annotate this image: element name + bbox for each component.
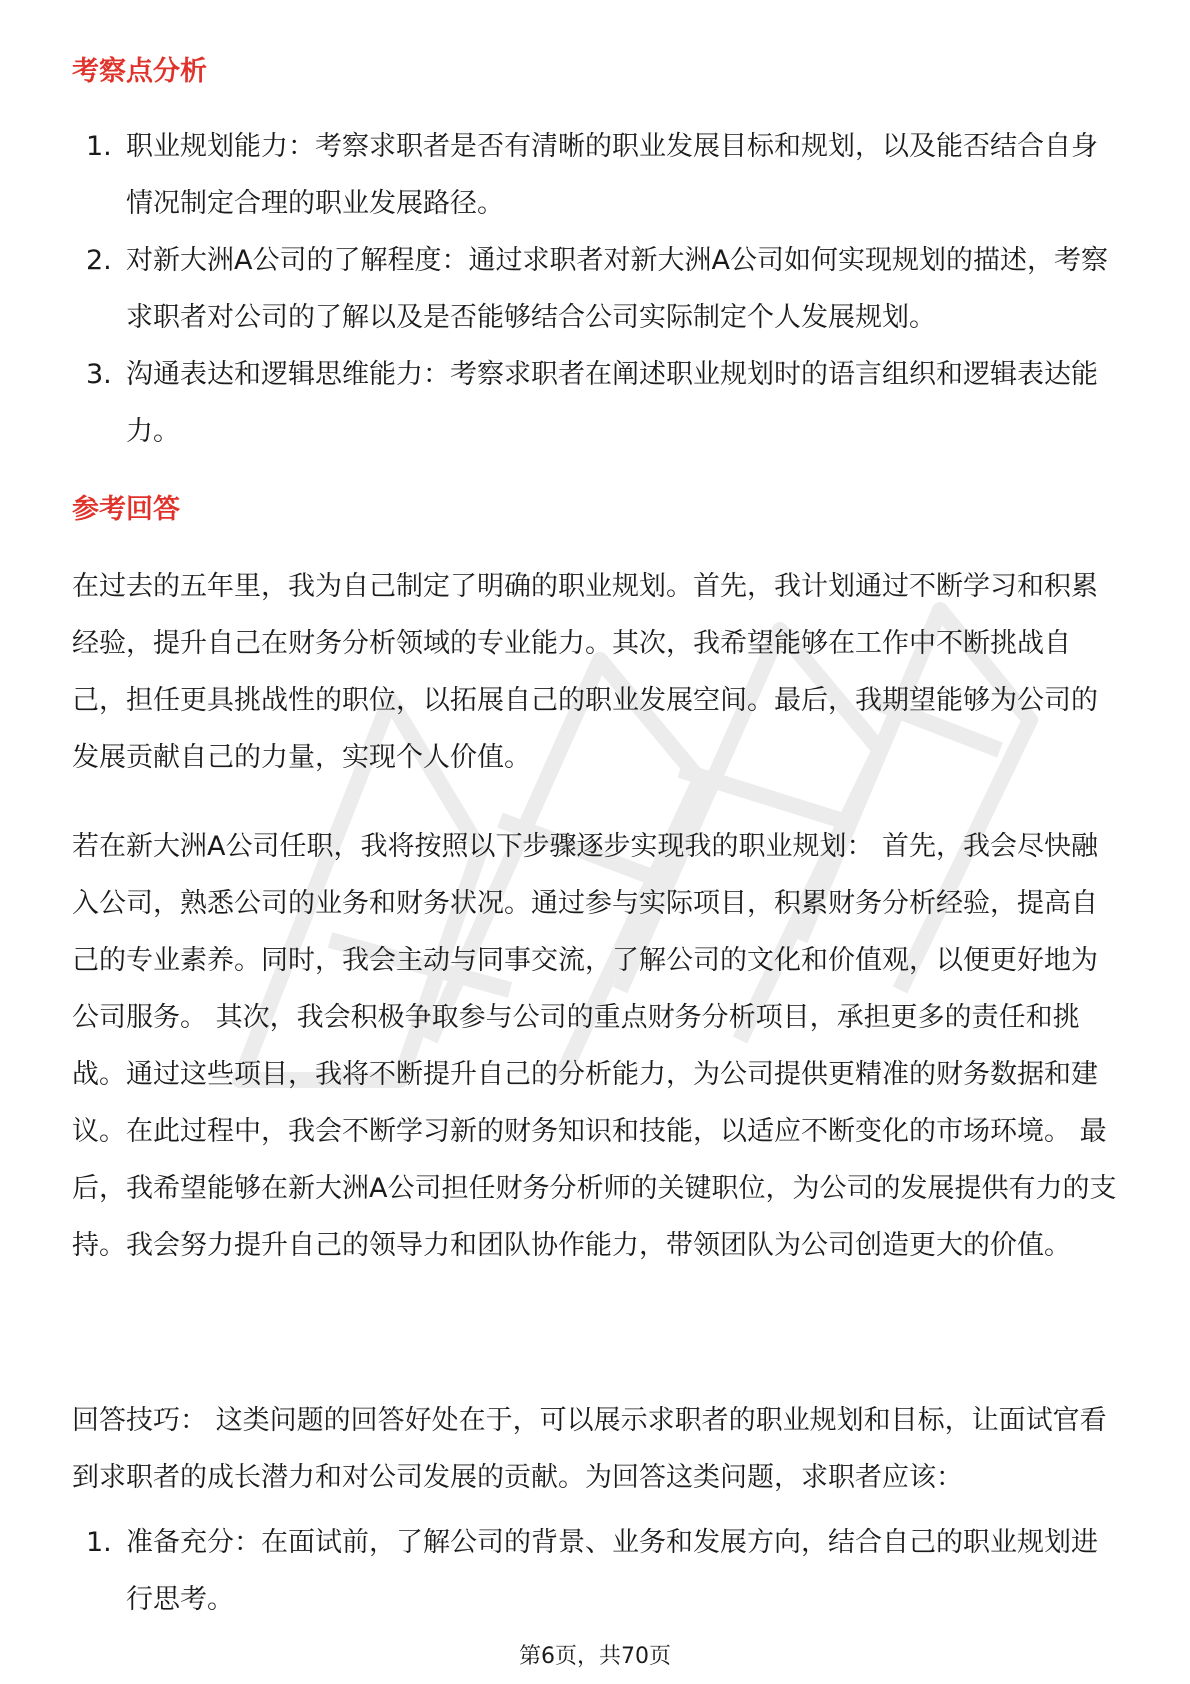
analysis-list [72,118,1122,460]
tips-list [72,1514,1122,1628]
list-item-text: 准备充分：在面试前，了解公司的背景、业务和发展方向，结合自己的职业规划进行思考。 [126,1527,1098,1615]
list-item [72,1514,1122,1628]
list-item-text: 沟通表达和逻辑思维能力：考察求职者在阐述职业规划时的语言组织和逻辑表达能力。 [126,359,1098,447]
list-item [72,118,1122,232]
answer-paragraph-1: 在过去的五年里，我为自己制定了明确的职业规划。首先，我计划通过不断学习和积累经验，提升自己在财务分析领域的专业能力。其次，我希望能够在工作中不断挑战自己，担任更具挑战性的职位，以拓展自己的职业发展空间。最后，我期望能够为公司的发展贡献自己的力量，实现个人价值。 [72,571,1098,773]
list-number: 1. [86,1527,112,1558]
answer-tips-paragraph: 回答技巧： 这类问题的回答好处在于，可以展示求职者的职业规划和目标，让面试官看到求职者的成长潜力和对公司发展的贡献。为回答这类问题，求职者应该： [72,1405,1107,1493]
page-number: 第6页，共70页 [519,1644,671,1669]
section-title-analysis: 考察点分析 [72,56,207,87]
list-number: 2. [86,245,112,276]
list-item [72,232,1122,346]
list-item-text: 职业规划能力：考察求职者是否有清晰的职业发展目标和规划，以及能否结合自身情况制定合理的职业发展路径。 [126,131,1098,219]
list-number: 3. [86,359,112,390]
list-item-text: 对新大洲A公司的了解程度：通过求职者对新大洲A公司如何实现规划的描述，考察求职者对公司的了解以及是否能够结合公司实际制定个人发展规划。 [126,245,1108,333]
list-number: 1. [86,131,112,162]
section-title-reference-answer: 参考回答 [72,494,180,525]
list-item [72,346,1122,460]
answer-paragraph-2: 若在新大洲A公司任职，我将按照以下步骤逐步实现我的职业规划： 首先，我会尽快融入公司，熟悉公司的业务和财务状况。通过参与实际项目，积累财务分析经验，提高自己的专业素养。同时，我会主动与同事交流，了解公司的文化和价值观，以便更好地为公司服务。 其次，我会积极争取参与公司的重点财务分析项目，承担更多的责任和挑战。通过这些项目，我将不断提升自己的分析能力，为公司提供更精准的财务数据和建议。在此过程中，我会不断学习新的财务知识和技能，以适应不断变化的市场环境。 最后，我希望能够在新大洲A公司担任财务分析师的关键职位，为公司的发展提供有力的支持。我会努力提升自己的领导力和团队协作能力，带领团队为公司创造更大的价值。 [72,831,1117,1261]
